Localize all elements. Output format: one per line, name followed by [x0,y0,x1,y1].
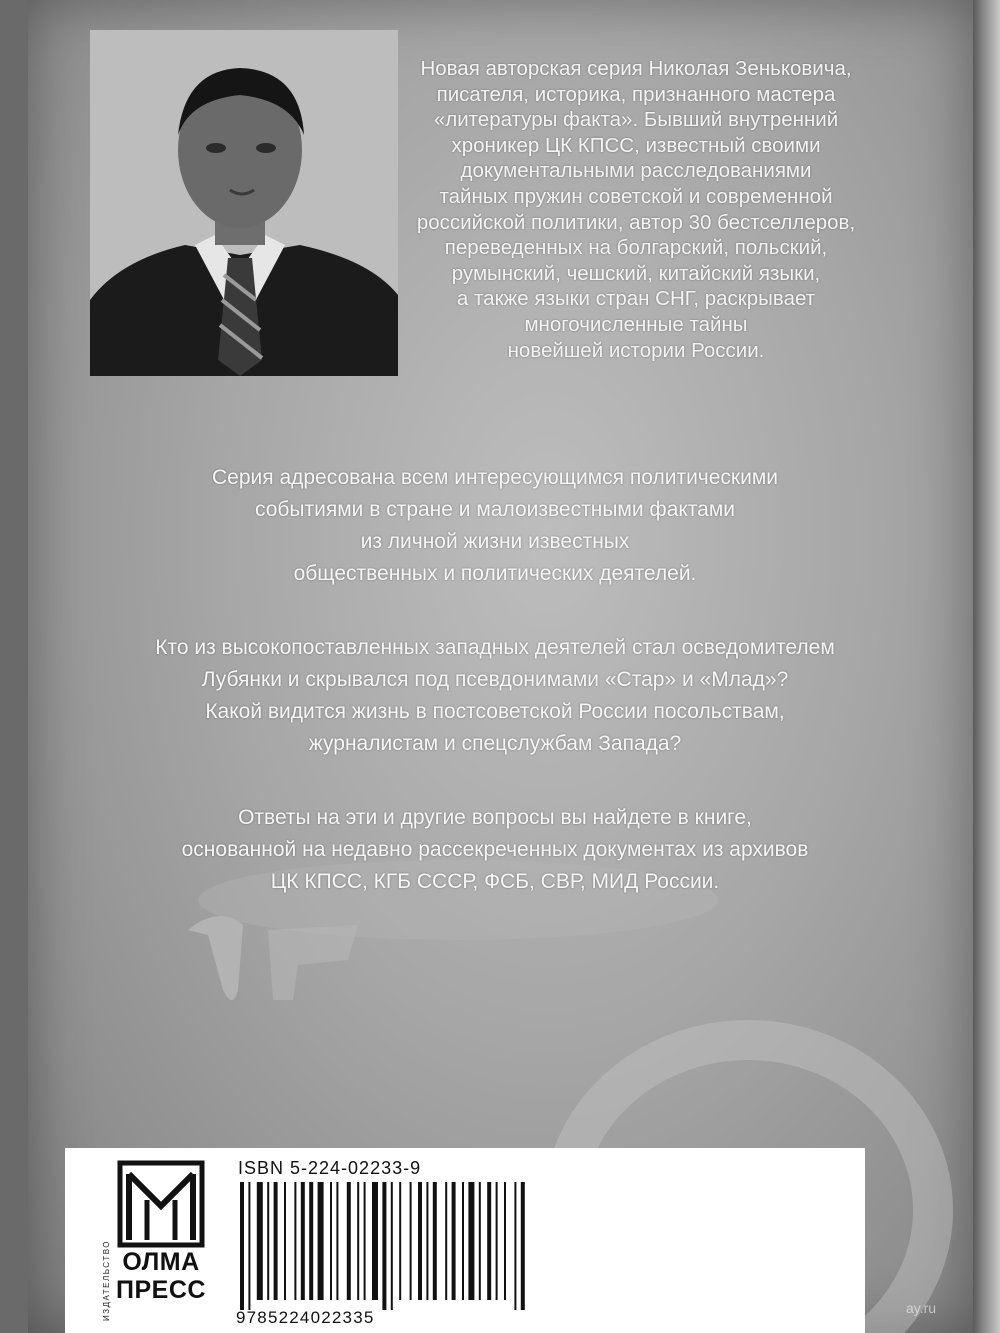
author-bio [376,56,896,363]
bio-line: хроникер ЦК КПСС, известный своими [451,133,821,157]
text-line: Кто из высокопоставленных западных деятелей стал осведомителем [155,636,835,659]
isbn-number: ISBN 5-224-02233-9 [238,1158,422,1178]
author-photo [90,30,398,376]
text-line: Ответы на эти и другие вопросы вы найдете в книге, [238,806,752,829]
bio-line: российской политики, автор 30 бестселлеров, [416,210,856,234]
text-line: событиями в стране и малоизвестными фактами [254,498,736,521]
bio-line: многочисленные тайны [524,312,748,336]
watermark: ay.ru [906,1300,937,1316]
bio-line: тайных пружин советской и современной [439,184,833,208]
series-description [90,462,900,590]
olma-logo-icon [117,1160,205,1248]
bio-line: новейшей истории России. [507,338,765,362]
bio-line: переведенных на болгарский, польский, [444,236,828,260]
barcode-image [238,1182,588,1310]
text-line: Серия адресована всем интересующимся политическими [211,466,779,489]
publisher-logo [102,1160,220,1321]
bio-line: румынский, чешский, китайский языки, [451,261,821,285]
text-line: ЦК КПСС, КГБ СССР, ФСБ, СВР, МИД России. [270,870,720,893]
bio-line: документальными расследованиями [460,159,812,183]
bio-line: Новая авторская серия Николая Зеньковича, [420,57,852,80]
bio-line: писателя, историка, признанного мастера [436,82,836,106]
text-line: журналистам и спецслужбам Запада? [308,732,682,755]
cover-spine-edge [973,0,1000,1333]
publisher-name-line2: ПРЕСС [116,1276,206,1304]
publisher-name-line1: ОЛМА [122,1248,200,1276]
bio-line: а также языки стран СНГ, раскрывает [456,287,816,311]
text-line: общественных и политических деятелей. [293,562,697,585]
barcode-digits: 9785224022335 [236,1308,375,1327]
publisher-small-label: ИЗДАТЕЛЬСТВО [102,1240,111,1321]
answers-paragraph [90,802,900,898]
text-line: Какой видится жизнь в постсоветской России посольствам, [205,700,785,723]
text-line: из личной жизни известных [360,530,630,553]
bio-line: «литературы факта». Бывший внутренний [433,108,839,132]
text-line: Лубянки и скрывался под псевдонимами «Стар» и «Млад»? [201,668,789,691]
questions-paragraph [90,632,900,760]
text-line: основанной на недавно рассекреченных документах из архивов [181,838,809,861]
